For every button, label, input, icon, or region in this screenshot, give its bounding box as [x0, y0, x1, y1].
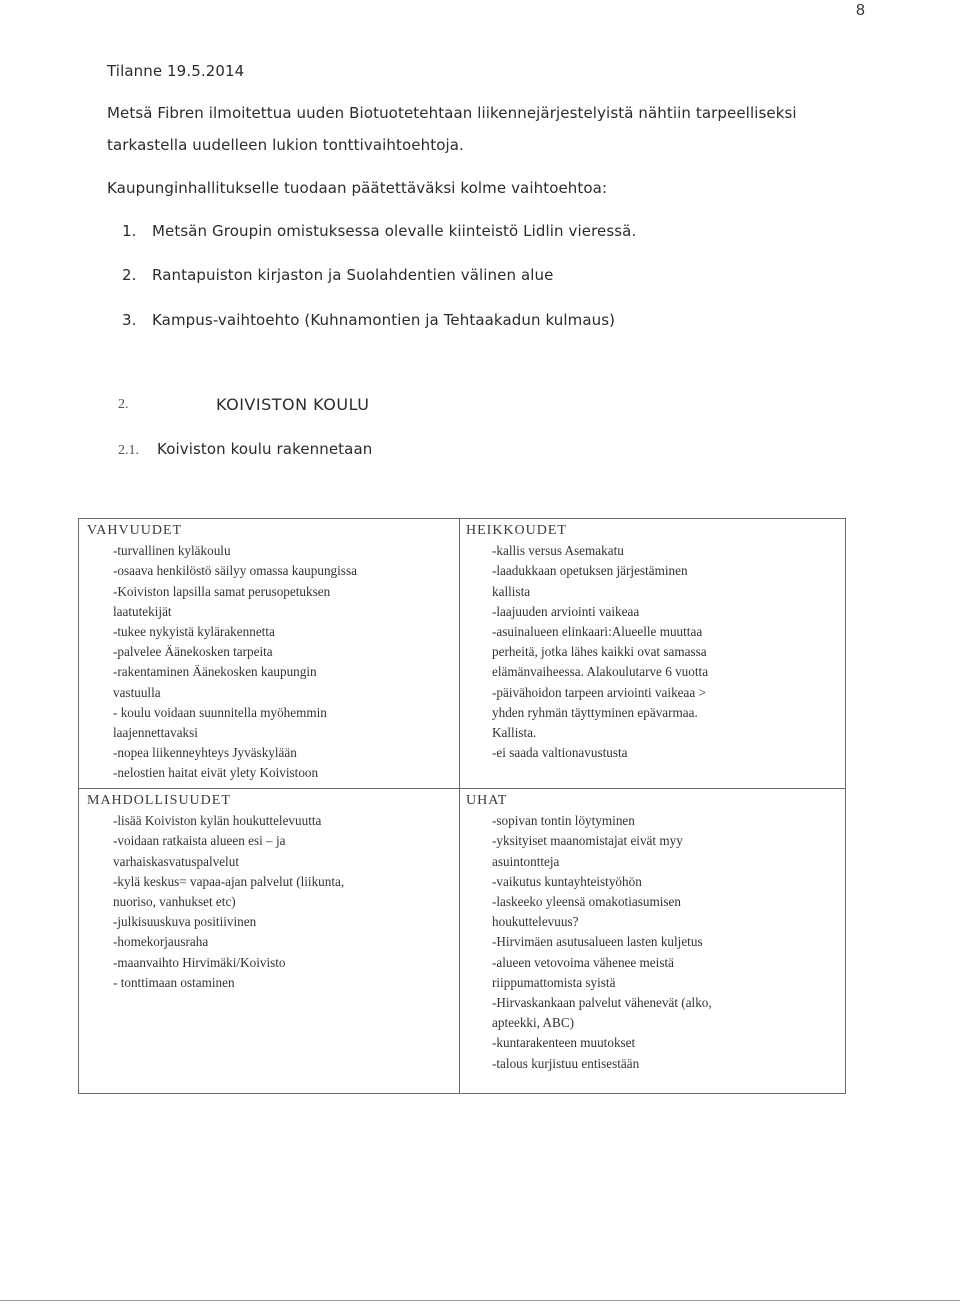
option-item — [122, 222, 636, 240]
list-item: -laskeeko yleensä omakotiasumisen — [492, 894, 681, 910]
list-item: -laajuuden arviointi vaikeaa — [492, 603, 640, 619]
list-item: -laadukkaan opetuksen järjestäminen — [492, 563, 688, 579]
list-item: elämänvaiheessa. Alakoulutarve 6 vuotta — [492, 664, 709, 680]
swot-opportunities — [87, 791, 345, 993]
page-bottom-rule — [0, 1300, 960, 1301]
list-item: -asuinalueen elinkaari:Alueelle muuttaa — [492, 624, 703, 640]
list-item: -yksityiset maanomistajat eivät myy — [492, 833, 683, 849]
list-item: -homekorjausraha — [113, 934, 209, 950]
list-item: - koulu voidaan suunnitella myöhemmin — [113, 704, 327, 720]
swot-weaknesses-header: HEIKKOUDET — [466, 523, 567, 538]
list-item: -lisää Koiviston kylän houkuttelevuutta — [113, 813, 322, 829]
list-item: kallista — [492, 583, 531, 599]
list-item: -tukee nykyistä kylärakennetta — [113, 624, 275, 640]
swot-threats — [466, 791, 712, 1074]
list-item: asuintontteja — [492, 853, 560, 869]
list-item: -maanvaihto Hirvimäki/Koivisto — [113, 954, 286, 970]
swot-threats-header: UHAT — [466, 793, 508, 808]
list-item: -Hirvaskankaan palvelut vähenevät (alko, — [492, 995, 712, 1011]
list-item: apteekki, ABC) — [492, 1015, 575, 1031]
swot-vertical-divider — [459, 519, 460, 1093]
option-number: 1. — [122, 222, 137, 240]
list-item: -turvallinen kyläkoulu — [113, 543, 231, 559]
option-text: Rantapuiston kirjaston ja Suolahdentien välinen alue — [152, 266, 554, 284]
list-item: houkuttelevuus? — [492, 914, 579, 930]
list-item: varhaiskasvatuspalvelut — [113, 853, 239, 869]
list-item: Kallista. — [492, 725, 537, 741]
list-item: -ei saada valtionavustusta — [492, 745, 628, 761]
list-item: -julkisuuskuva positiivinen — [113, 914, 257, 930]
list-item: -kallis versus Asemakatu — [492, 543, 624, 559]
list-item: -Hirvimäen asutusalueen lasten kuljetus — [492, 934, 703, 950]
list-item: vastuulla — [113, 684, 161, 700]
list-item: -osaava henkilöstö säilyy omassa kaupungissa — [113, 563, 357, 579]
list-item: laajennettavaksi — [113, 725, 198, 741]
list-item: -Koiviston lapsilla samat perusopetuksen — [113, 583, 331, 599]
option-item — [122, 266, 553, 284]
intro-paragraph-line-2: tarkastella uudelleen lukion tonttivaihtoehtoja. — [107, 136, 464, 154]
subsection-title: Koiviston koulu rakennetaan — [157, 440, 373, 458]
option-number: 3. — [122, 311, 137, 329]
section-number: 2. — [118, 397, 129, 412]
option-text: Metsän Groupin omistuksessa olevalle kiinteistö Lidlin vieressä. — [152, 222, 637, 240]
option-number: 2. — [122, 266, 137, 284]
list-item: -talous kurjistuu entisestään — [492, 1055, 640, 1071]
subsection-number: 2.1. — [118, 443, 139, 458]
swot-table — [78, 518, 846, 1094]
list-item: -kuntarakenteen muutokset — [492, 1035, 636, 1051]
swot-horizontal-divider — [79, 788, 845, 789]
list-item: yhden ryhmän täyttyminen epävarmaa. — [492, 704, 698, 720]
swot-opportunities-header: MAHDOLLISUUDET — [87, 793, 231, 808]
list-item: -päivähoidon tarpeen arviointi vaikeaa > — [492, 684, 706, 700]
status-date: Tilanne 19.5.2014 — [107, 62, 245, 80]
intro-paragraph-line-1: Metsä Fibren ilmoitettua uuden Biotuotetehtaan liikennejärjestelyistä nähtiin tarpeelliseksi — [107, 104, 797, 122]
list-item: -palvelee Äänekosken tarpeita — [113, 644, 273, 660]
section-title: KOIVISTON KOULU — [216, 395, 370, 414]
list-item: - tonttimaan ostaminen — [113, 974, 235, 990]
swot-strengths — [87, 521, 357, 784]
option-text: Kampus-vaihtoehto (Kuhnamontien ja Tehtaakadun kulmaus) — [152, 311, 616, 329]
list-item: -alueen vetovoima vähenee meistä — [492, 954, 674, 970]
swot-strengths-header: VAHVUUDET — [87, 523, 183, 538]
list-item: riippumattomista syistä — [492, 974, 616, 990]
list-item: -sopivan tontin löytyminen — [492, 813, 635, 829]
options-lead: Kaupunginhallitukselle tuodaan päätettäväksi kolme vaihtoehtoa: — [107, 179, 608, 197]
swot-weaknesses — [466, 521, 709, 763]
list-item: nuoriso, vanhukset etc) — [113, 894, 236, 910]
page-number: 8 — [856, 2, 865, 19]
list-item: laatutekijät — [113, 603, 172, 619]
list-item: -rakentaminen Äänekosken kaupungin — [113, 664, 317, 680]
list-item: -vaikutus kuntayhteistyöhön — [492, 873, 642, 889]
list-item: -kylä keskus= vapaa-ajan palvelut (liikunta, — [113, 873, 345, 889]
list-item: perheitä, jotka lähes kaikki ovat samassa — [492, 644, 707, 660]
list-item: -nopea liikenneyhteys Jyväskylään — [113, 745, 297, 761]
option-item — [122, 311, 615, 329]
list-item: -nelostien haitat eivät ylety Koivistoon — [113, 765, 319, 781]
list-item: -voidaan ratkaista alueen esi – ja — [113, 833, 286, 849]
